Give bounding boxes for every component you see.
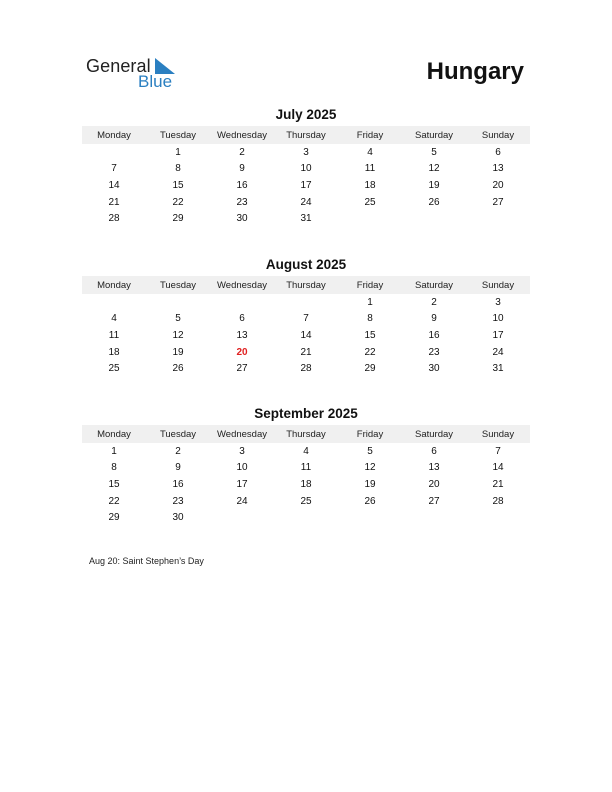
day-cell: 26 [172, 363, 184, 375]
logo-blue-text: Blue [138, 72, 173, 91]
day-cell: 1 [175, 146, 181, 158]
brand-logo [86, 56, 186, 92]
day-cell: 4 [303, 445, 309, 457]
day-cell: 30 [428, 363, 440, 375]
day-cell: 23 [236, 196, 248, 208]
day-cell: 15 [108, 478, 120, 490]
weekday-label: Friday [356, 279, 384, 291]
day-cell: 8 [175, 163, 181, 175]
day-cell: 11 [364, 163, 376, 175]
day-cell: 21 [300, 346, 312, 358]
day-cell: 20 [428, 478, 440, 490]
weekday-label: Wednesday [217, 279, 267, 291]
day-cell: 8 [111, 462, 117, 474]
weekday-label: Thursday [286, 129, 326, 141]
day-cell: 22 [172, 196, 184, 208]
day-cell: 4 [367, 146, 373, 158]
week-row [82, 344, 530, 361]
day-cell: 12 [428, 163, 440, 175]
day-cell: 25 [300, 495, 312, 507]
day-cell: 26 [428, 196, 440, 208]
day-cell: 28 [108, 213, 120, 225]
day-cell: 30 [236, 213, 248, 225]
week-row [82, 443, 530, 460]
day-cell: 21 [492, 478, 504, 490]
day-cell: 29 [172, 213, 184, 225]
day-cell: 17 [492, 329, 504, 341]
day-cell: 25 [108, 363, 120, 375]
weekday-label: Friday [356, 129, 384, 141]
weekday-label: Thursday [286, 428, 326, 440]
day-cell: 1 [111, 445, 117, 457]
country-title: Hungary [426, 58, 524, 85]
day-cell: 3 [303, 146, 309, 158]
day-cell: 19 [428, 179, 440, 191]
day-cell: 14 [492, 462, 504, 474]
weekday-label: Sunday [481, 279, 515, 291]
logo-general-text: General [86, 56, 151, 76]
week-row [82, 311, 530, 328]
day-cell: 2 [239, 146, 245, 158]
month-calendar [82, 405, 530, 526]
weekday-label: Monday [97, 279, 131, 291]
day-cell: 13 [428, 462, 440, 474]
weekday-label: Tuesday [159, 279, 197, 291]
day-cell: 2 [175, 445, 181, 457]
day-cell: 10 [492, 313, 504, 325]
day-cell: 28 [492, 495, 504, 507]
week-row [82, 294, 530, 311]
week-row [82, 493, 530, 510]
day-cell: 23 [428, 346, 440, 358]
holiday-day-cell: 20 [236, 346, 248, 358]
day-cell: 11 [300, 462, 312, 474]
day-cell: 6 [431, 445, 437, 457]
holiday-note: Aug 20: Saint Stephen’s Day [89, 556, 204, 566]
day-cell: 2 [431, 296, 437, 308]
month-calendar [82, 106, 530, 227]
week-row [82, 161, 530, 178]
day-cell: 7 [303, 313, 309, 325]
weekday-header [82, 126, 530, 144]
day-cell: 14 [300, 329, 312, 341]
day-cell: 18 [300, 478, 312, 490]
day-cell: 8 [367, 313, 373, 325]
week-row [82, 210, 530, 227]
week-row [82, 194, 530, 211]
day-cell: 19 [172, 346, 184, 358]
month-title: July 2025 [275, 107, 337, 122]
day-cell: 24 [492, 346, 504, 358]
weekday-label: Monday [97, 129, 131, 141]
day-cell: 5 [431, 146, 437, 158]
week-row [82, 144, 530, 161]
month-title: September 2025 [254, 406, 358, 421]
weekday-label: Saturday [414, 428, 454, 440]
day-cell: 29 [364, 363, 376, 375]
day-cell: 6 [239, 313, 245, 325]
day-cell: 6 [495, 146, 501, 158]
day-cell: 19 [364, 478, 376, 490]
day-cell: 9 [239, 163, 245, 175]
day-cell: 13 [236, 329, 248, 341]
day-cell: 17 [300, 179, 312, 191]
weekday-label: Thursday [286, 279, 326, 291]
day-cell: 22 [364, 346, 376, 358]
weekday-label: Tuesday [159, 428, 197, 440]
month-calendar [82, 256, 530, 377]
month-title: August 2025 [265, 257, 347, 272]
weekday-label: Saturday [414, 279, 454, 291]
day-cell: 13 [492, 163, 504, 175]
day-cell: 24 [300, 196, 312, 208]
day-cell: 31 [300, 213, 312, 225]
week-row [82, 177, 530, 194]
day-cell: 17 [236, 478, 248, 490]
day-cell: 5 [367, 445, 373, 457]
day-cell: 7 [495, 445, 501, 457]
day-cell: 24 [236, 495, 248, 507]
weekday-header [82, 276, 530, 294]
weekday-header [82, 425, 530, 443]
day-cell: 22 [108, 495, 120, 507]
day-cell: 25 [364, 196, 376, 208]
day-cell: 30 [172, 512, 184, 524]
day-cell: 23 [172, 495, 184, 507]
week-row [82, 509, 530, 526]
weekday-label: Monday [97, 428, 131, 440]
day-cell: 16 [236, 179, 248, 191]
day-cell: 18 [108, 346, 120, 358]
day-cell: 1 [367, 296, 373, 308]
day-cell: 11 [108, 329, 120, 341]
day-cell: 18 [364, 179, 376, 191]
weekday-label: Wednesday [217, 428, 267, 440]
day-cell: 10 [300, 163, 312, 175]
week-row [82, 327, 530, 344]
day-cell: 7 [111, 163, 117, 175]
day-cell: 16 [172, 478, 184, 490]
day-cell: 5 [175, 313, 181, 325]
day-cell: 27 [492, 196, 504, 208]
day-cell: 20 [492, 179, 504, 191]
day-cell: 3 [239, 445, 245, 457]
day-cell: 15 [364, 329, 376, 341]
weekday-label: Friday [356, 428, 384, 440]
day-cell: 9 [431, 313, 437, 325]
day-cell: 15 [172, 179, 184, 191]
day-cell: 26 [364, 495, 376, 507]
weekday-label: Sunday [481, 428, 515, 440]
day-cell: 10 [236, 462, 248, 474]
weekday-label: Tuesday [159, 129, 197, 141]
day-cell: 12 [172, 329, 184, 341]
week-row [82, 360, 530, 377]
day-cell: 31 [492, 363, 504, 375]
day-cell: 12 [364, 462, 376, 474]
day-cell: 9 [175, 462, 181, 474]
week-row [82, 476, 530, 493]
day-cell: 27 [428, 495, 440, 507]
weekday-label: Saturday [414, 129, 454, 141]
weekday-label: Wednesday [217, 129, 267, 141]
day-cell: 29 [108, 512, 120, 524]
day-cell: 14 [108, 179, 120, 191]
day-cell: 4 [111, 313, 117, 325]
day-cell: 27 [236, 363, 248, 375]
day-cell: 28 [300, 363, 312, 375]
day-cell: 21 [108, 196, 120, 208]
day-cell: 16 [428, 329, 440, 341]
week-row [82, 460, 530, 477]
day-cell: 3 [495, 296, 501, 308]
weekday-label: Sunday [481, 129, 515, 141]
